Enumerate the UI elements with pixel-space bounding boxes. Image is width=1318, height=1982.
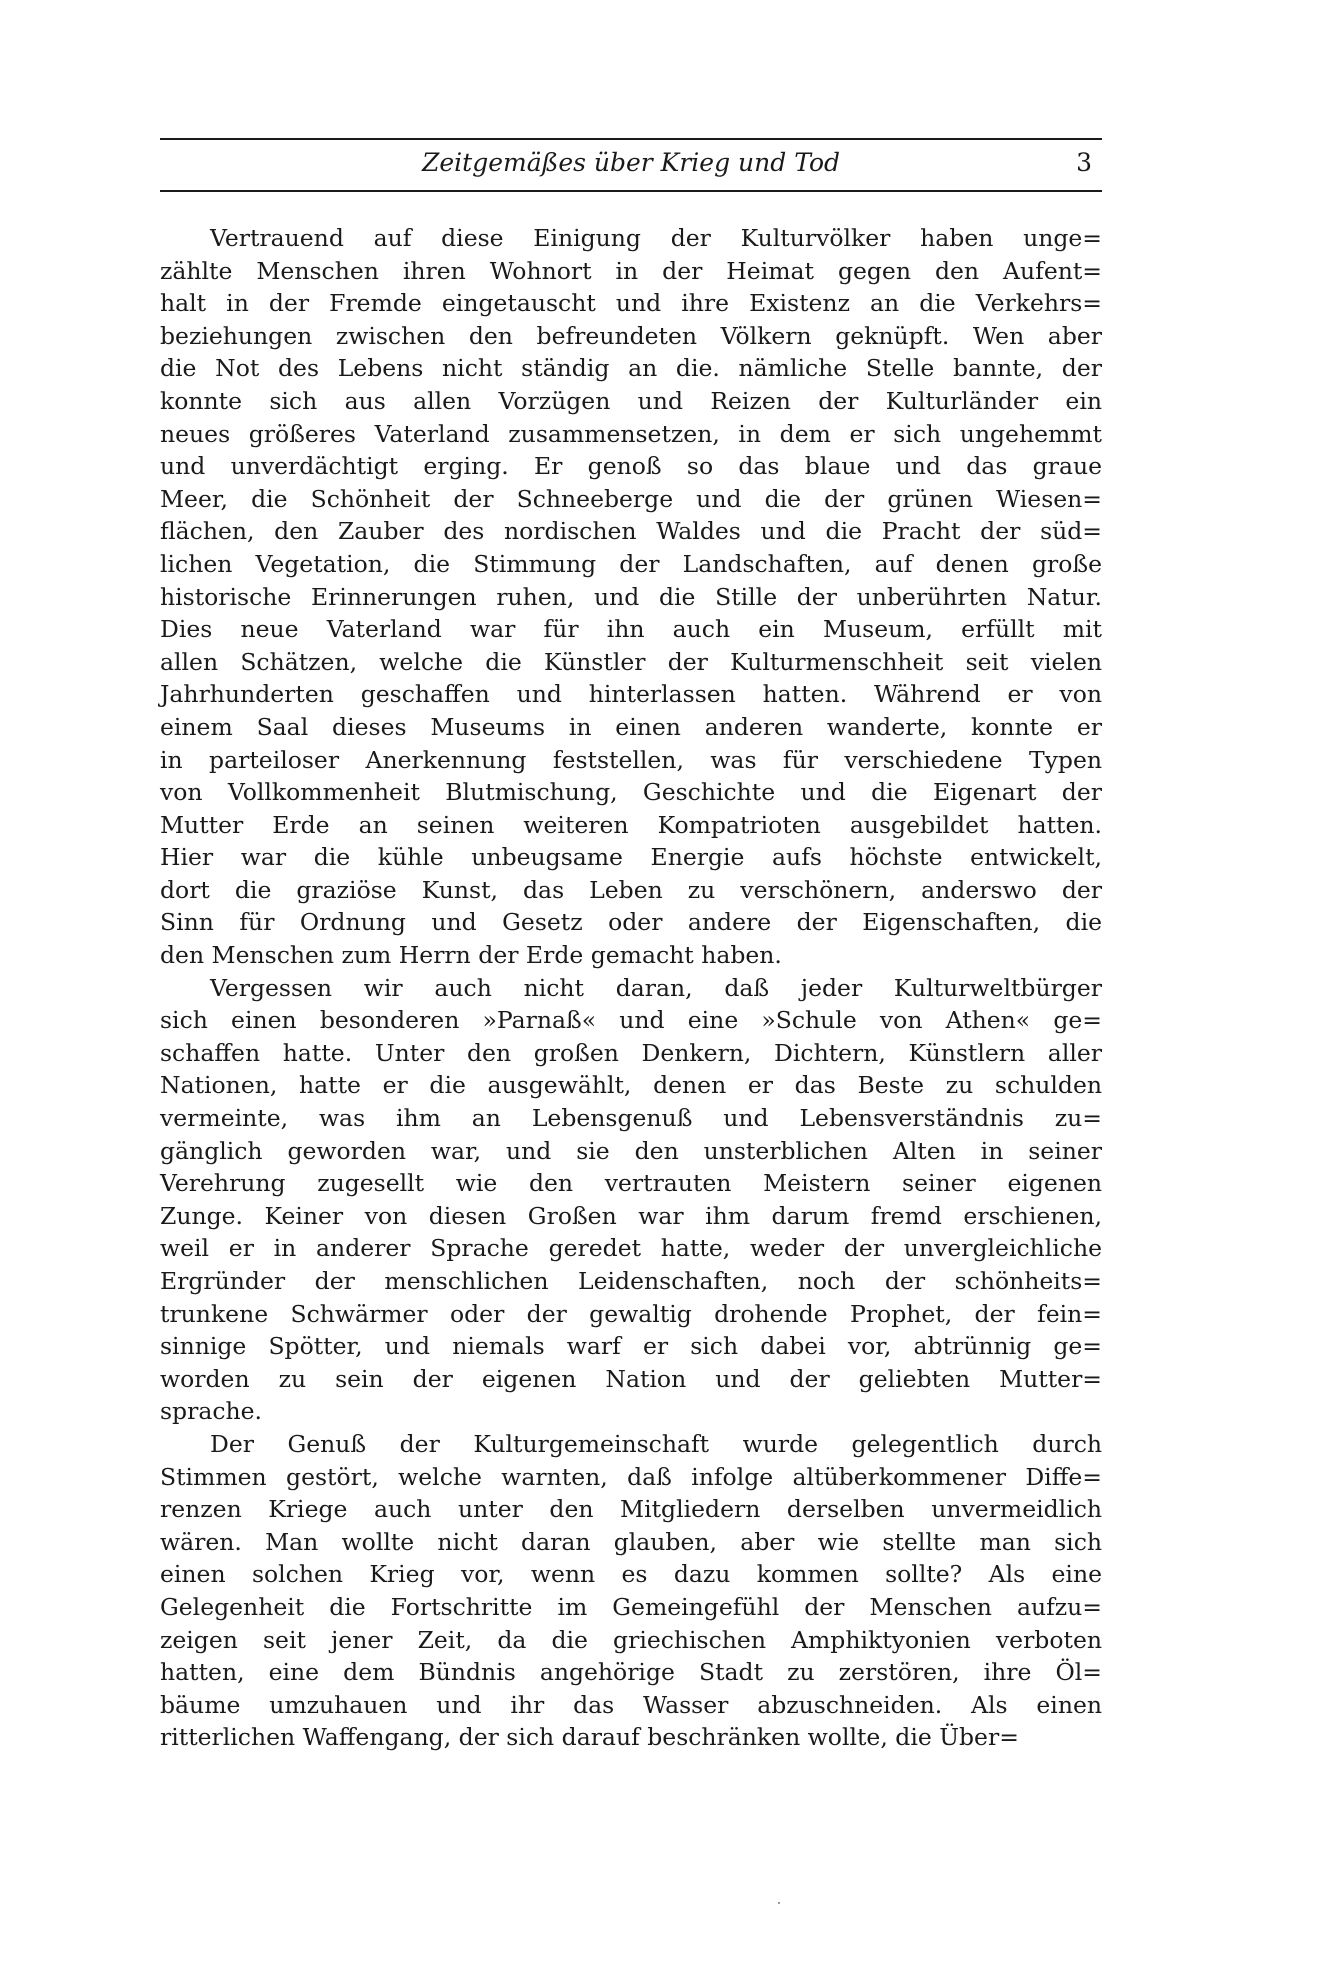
running-head: Zeitgemäßes über Krieg und Tod [422, 148, 840, 177]
text-line: einen solchen Krieg vor, wenn es dazu kommen sollte? Als eine [160, 1560, 1102, 1589]
page-number: 3 [1076, 148, 1092, 177]
text-line: lichen Vegetation, die Stimmung der Landschaften, auf denen große [160, 549, 1102, 578]
text-line: den Menschen zum Herrn der Erde gemacht haben. [160, 941, 782, 970]
text-line: renzen Kriege auch unter den Mitgliedern derselben unvermeidlich [160, 1495, 1102, 1524]
text-line: allen Schätzen, welche die Künstler der Kulturmenschheit seit vielen [160, 647, 1102, 676]
text-line: neues größeres Vaterland zusammensetzen, in dem er sich ungehemmt [160, 419, 1102, 448]
text-line: ritterlichen Waffengang, der sich darauf beschränken wollte, die Über= [160, 1723, 1019, 1752]
text-line: konnte sich aus allen Vorzügen und Reizen der Kulturländer ein [160, 386, 1102, 415]
text-line: Vertrauend auf diese Einigung der Kulturvölker haben unge= [210, 224, 1102, 252]
text-line: Ergründer der menschlichen Leidenschaften, noch der schönheits= [160, 1267, 1102, 1295]
text-line: vermeinte, was ihm an Lebensgenuß und Lebensverständnis zu= [160, 1104, 1102, 1133]
body-text [160, 222, 1102, 1754]
text-line: Mutter Erde an seinen weiteren Kompatrioten ausgebildet hatten. [160, 810, 1102, 839]
text-line: Zunge. Keiner von diesen Großen war ihm darum fremd erschienen, [160, 1201, 1102, 1230]
text-line: zeigen seit jener Zeit, da die griechischen Amphiktyonien verboten [160, 1625, 1102, 1654]
text-line: historische Erinnerungen ruhen, und die Stille der unberührten Natur. [160, 582, 1102, 611]
text-line: Sinn für Ordnung und Gesetz oder andere der Eigenschaften, die [160, 908, 1102, 937]
text-line: bäume umzuhauen und ihr das Wasser abzuschneiden. Als einen [160, 1690, 1102, 1719]
page-header [160, 138, 1102, 192]
paragraph-3 [160, 1428, 1102, 1754]
paragraph-1 [160, 222, 1102, 972]
text-line: Nationen, hatte er die ausgewählt, denen er das Beste zu schulden [160, 1071, 1102, 1100]
text-line: Hier war die kühle unbeugsame Energie aufs höchste entwickelt, [160, 843, 1102, 872]
text-line: beziehungen zwischen den befreundeten Völkern geknüpft. Wen aber [160, 321, 1102, 350]
text-line: und unverdächtigt erging. Er genoß so das blaue und das graue [160, 452, 1102, 481]
text-line: Stimmen gestört, welche warnten, daß infolge altüberkommener Diffe= [160, 1462, 1102, 1491]
text-line: hatten, eine dem Bündnis angehörige Stadt zu zerstören, ihre Öl= [160, 1658, 1102, 1687]
text-line: flächen, den Zauber des nordischen Waldes und die Pracht der süd= [160, 517, 1102, 546]
paragraph-2 [160, 972, 1102, 1428]
text-line: Der Genuß der Kulturgemeinschaft wurde gelegentlich durch [210, 1429, 1102, 1458]
text-line: schaffen hatte. Unter den großen Denkern, Dichtern, Künstlern aller [160, 1038, 1102, 1067]
text-line: einem Saal dieses Museums in einen anderen wanderte, konnte er [160, 712, 1102, 741]
text-line: Jahrhunderten geschaffen und hinterlassen hatten. Während er von [160, 680, 1102, 709]
text-line: dort die graziöse Kunst, das Leben zu verschönern, anderswo der [160, 875, 1102, 904]
paper-speck [778, 1902, 780, 1904]
text-line: Gelegenheit die Fortschritte im Gemeingefühl der Menschen aufzu= [160, 1592, 1102, 1621]
text-line: Verehrung zugesellt wie den vertrauten Meistern seiner eigenen [160, 1169, 1102, 1198]
text-line: wären. Man wollte nicht daran glauben, aber wie stellte man sich [160, 1527, 1102, 1556]
text-line: zählte Menschen ihren Wohnort in der Heimat gegen den Aufent= [160, 256, 1102, 285]
text-line: Vergessen wir auch nicht daran, daß jeder Kulturweltbürger [210, 973, 1102, 1002]
text-line: sich einen besonderen »Parnaß« und eine »Schule von Athen« ge= [160, 1006, 1102, 1035]
text-line: worden zu sein der eigenen Nation und der geliebten Mutter= [160, 1364, 1102, 1393]
text-line: sinnige Spötter, und niemals warf er sich dabei vor, abtrünnig ge= [160, 1332, 1102, 1361]
text-line: in parteiloser Anerkennung feststellen, was für verschiedene Typen [160, 745, 1102, 774]
text-line: halt in der Fremde eingetauscht und ihre Existenz an die Verkehrs= [160, 289, 1102, 318]
text-line: sprache. [160, 1397, 263, 1426]
text-line: von Vollkommenheit Blutmischung, Geschichte und die Eigenart der [160, 778, 1102, 807]
text-line: gänglich geworden war, und sie den unsterblichen Alten in seiner [160, 1136, 1102, 1165]
text-line: die Not des Lebens nicht ständig an die. nämliche Stelle bannte, der [160, 354, 1102, 383]
text-line: weil er in anderer Sprache geredet hatte, weder der unvergleichliche [160, 1234, 1102, 1263]
text-line: trunkene Schwärmer oder der gewaltig drohende Prophet, der fein= [160, 1299, 1102, 1328]
text-line: Meer, die Schönheit der Schneeberge und die der grünen Wiesen= [160, 484, 1102, 513]
text-line: Dies neue Vaterland war für ihn auch ein Museum, erfüllt mit [160, 615, 1102, 644]
